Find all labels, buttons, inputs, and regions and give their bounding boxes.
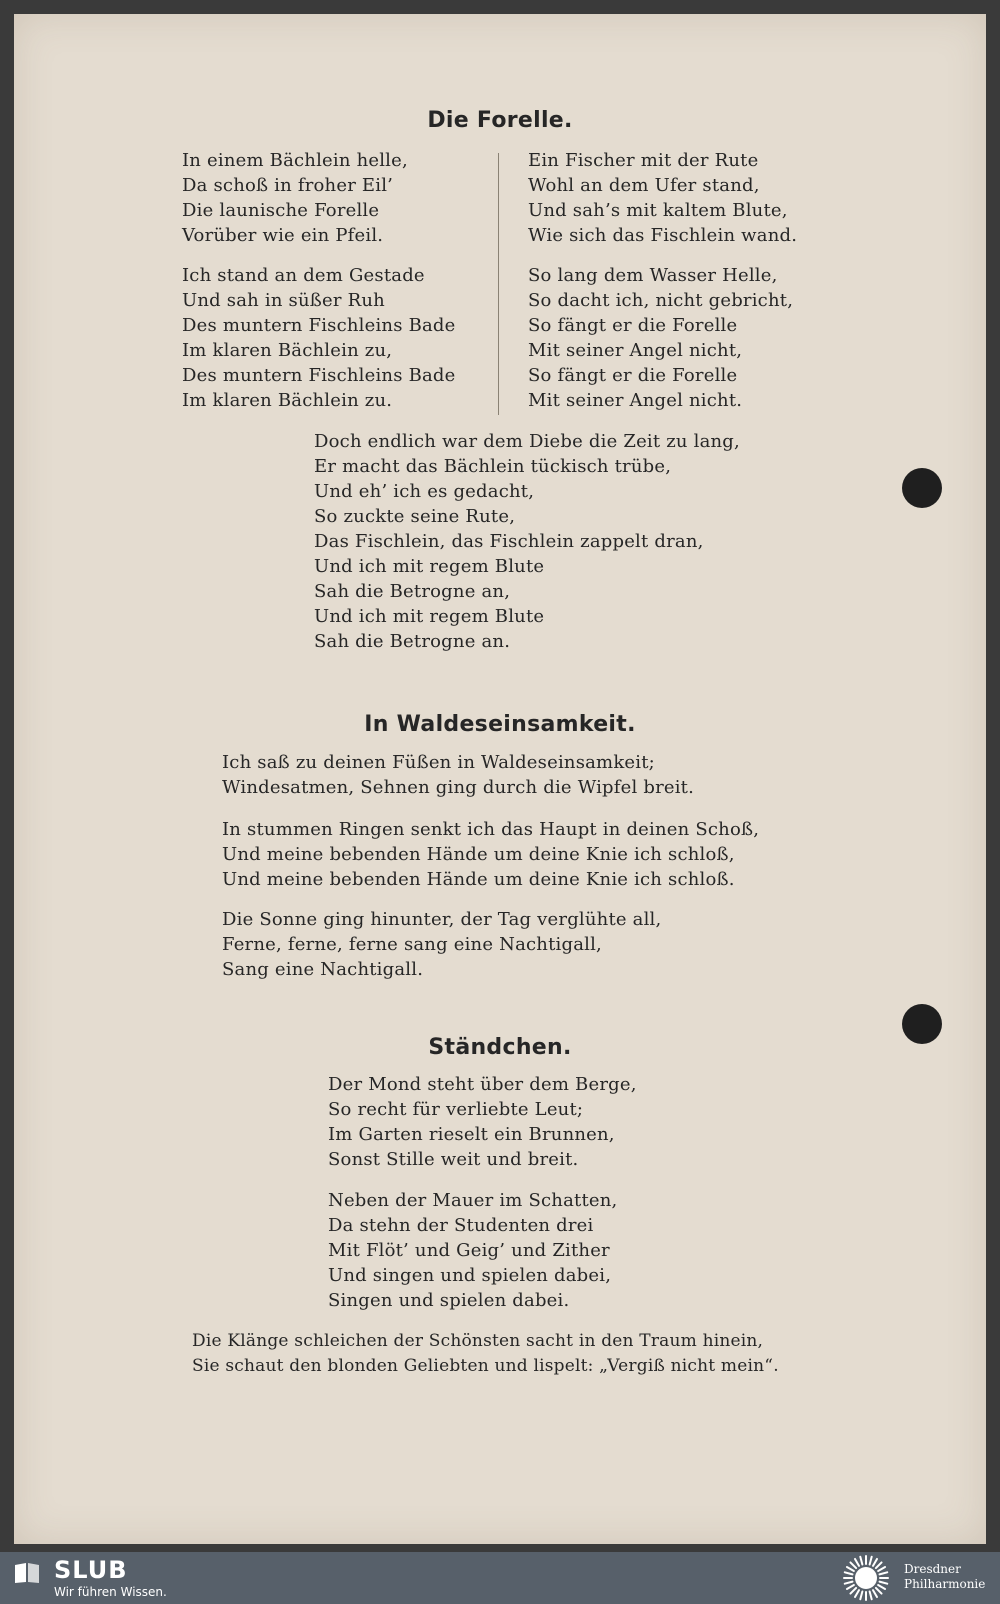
sun-ray [873, 1590, 877, 1597]
poem-line: Da stehn der Studenten drei [328, 1215, 594, 1236]
song-title-forelle: Die Forelle. [427, 108, 573, 133]
sun-ray [873, 1559, 877, 1566]
poem-line: Windesatmen, Sehnen ging durch die Wipfel breit. [222, 777, 695, 798]
sun-ray [847, 1585, 854, 1589]
partner-name-line1: Dresdner [904, 1562, 961, 1576]
sun-ray [860, 1592, 862, 1600]
poem-line: So recht für verliebte Leut; [328, 1099, 584, 1120]
poem-line: Ferne, ferne, ferne sang eine Nachtigall, [222, 934, 602, 955]
poem-line: Doch endlich war dem Diebe die Zeit zu lang, [314, 431, 740, 452]
library-tagline: Wir führen Wissen. [54, 1585, 167, 1599]
poem-line: Mit Flöt’ und Geig’ und Zither [328, 1240, 610, 1261]
sun-ray [845, 1572, 853, 1574]
punch-hole [902, 468, 942, 508]
poem-line: Mit seiner Angel nicht. [528, 390, 743, 411]
poem-line: Die Klänge schleichen der Schönsten sacht in den Traum hinein, [192, 1331, 764, 1351]
poem-line: Er macht das Bächlein tückisch trübe, [314, 456, 672, 477]
staendchen-stanza-2 [328, 1188, 617, 1313]
poem-line: Des muntern Fischleins Bade [182, 365, 456, 386]
forelle-right-stanza-1 [528, 148, 797, 248]
poem-line: In stummen Ringen senkt ich das Haupt in deinen Schoß, [222, 819, 760, 840]
poem-line: Mit seiner Angel nicht, [528, 340, 743, 361]
sun-ray [855, 1559, 859, 1566]
sun-ray [850, 1562, 856, 1568]
poem-line: Der Mond steht über dem Berge, [328, 1074, 637, 1095]
column-divider [498, 153, 499, 415]
poem-line: Sah die Betrogne an, [314, 581, 511, 602]
footer-bar [0, 1552, 1000, 1604]
poem-line: Und sah in süßer Ruh [182, 290, 385, 311]
poem-line: Des muntern Fischleins Bade [182, 315, 456, 336]
poem-line: Ein Fischer mit der Rute [528, 150, 759, 171]
poem-line: Wie sich das Fischlein wand. [528, 225, 798, 246]
poem-line: So dacht ich, nicht gebricht, [528, 290, 794, 311]
sun-ray [845, 1582, 853, 1584]
sun-ray [855, 1590, 859, 1597]
poem-line: Die Sonne ging hinunter, der Tag verglühte all, [222, 909, 662, 930]
poem-line: Und meine bebenden Hände um deine Knie ich schloß, [222, 844, 735, 865]
staendchen-stanza-3 [192, 1329, 779, 1379]
poem-line: Und singen und spielen dabei, [328, 1265, 612, 1286]
punch-hole [902, 1004, 942, 1044]
forelle-left-stanza-2 [182, 263, 456, 413]
wald-stanza-2 [222, 817, 759, 892]
poem-line: Ich stand an dem Gestade [182, 265, 425, 286]
poem-line: Vorüber wie ein Pfeil. [182, 225, 384, 246]
poem-line: Ich saß zu deinen Füßen in Waldeseinsamkeit; [222, 752, 655, 773]
poem-line: Sang eine Nachtigall. [222, 959, 424, 980]
poem-line: Die launische Forelle [182, 200, 380, 221]
poem-line: Neben der Mauer im Schatten, [328, 1190, 618, 1211]
poem-line: So zuckte seine Rute, [314, 506, 516, 527]
poem-line: Und ich mit regem Blute [314, 556, 545, 577]
forelle-right-stanza-2 [528, 263, 793, 413]
forelle-center-stanza [314, 429, 740, 654]
poem-line: Und meine bebenden Hände um deine Knie ich schloß. [222, 869, 735, 890]
partner-name-line2: Philharmonie [904, 1577, 986, 1591]
sun-ray [880, 1582, 888, 1584]
poem-line: Sie schaut den blonden Geliebten und lispelt: „Vergiß nicht mein“. [192, 1356, 779, 1376]
poem-line: Da schoß in froher Eil’ [182, 175, 394, 196]
poem-line: Im Garten rieselt ein Brunnen, [328, 1124, 615, 1145]
poem-line: So lang dem Wasser Helle, [528, 265, 778, 286]
wald-stanza-1 [222, 750, 694, 800]
poem-line: Das Fischlein, das Fischlein zappelt dran, [314, 531, 704, 552]
forelle-left-stanza-1 [182, 148, 408, 248]
poem-line: So fängt er die Forelle [528, 365, 738, 386]
sun-ray [878, 1567, 885, 1571]
poem-line: In einem Bächlein helle, [182, 150, 408, 171]
poem-line: Sah die Betrogne an. [314, 631, 511, 652]
philharmonie-sun-icon[interactable] [842, 1554, 890, 1602]
library-name[interactable]: SLUB [54, 1556, 128, 1584]
wald-stanza-3 [222, 907, 661, 982]
poem-line: So fängt er die Forelle [528, 315, 738, 336]
poem-line: Und eh’ ich es gedacht, [314, 481, 535, 502]
sun-ray [876, 1562, 882, 1568]
song-title-staendchen: Ständchen. [428, 1035, 572, 1060]
staendchen-stanza-1 [328, 1072, 637, 1172]
poem-line: Singen und spielen dabei. [328, 1290, 570, 1311]
sun-ray [870, 1557, 872, 1565]
sun-ray [850, 1588, 856, 1594]
poem-line: Wohl an dem Ufer stand, [528, 175, 760, 196]
poem-line: Und ich mit regem Blute [314, 606, 545, 627]
sun-ray [876, 1588, 882, 1594]
sun-ray [878, 1585, 885, 1589]
poem-line: Sonst Stille weit und breit. [328, 1149, 579, 1170]
sun-ray [860, 1557, 862, 1565]
sun-ray [847, 1567, 854, 1571]
slub-book-icon[interactable] [14, 1562, 40, 1584]
poem-line: Im klaren Bächlein zu. [182, 390, 393, 411]
sun-ray [870, 1592, 872, 1600]
poem-line: Im klaren Bächlein zu, [182, 340, 393, 361]
song-title-waldeseinsamkeit: In Waldeseinsamkeit. [364, 712, 636, 737]
sun-ray [880, 1572, 888, 1574]
partner-name [904, 1562, 985, 1592]
poem-line: Und sah’s mit kaltem Blute, [528, 200, 788, 221]
